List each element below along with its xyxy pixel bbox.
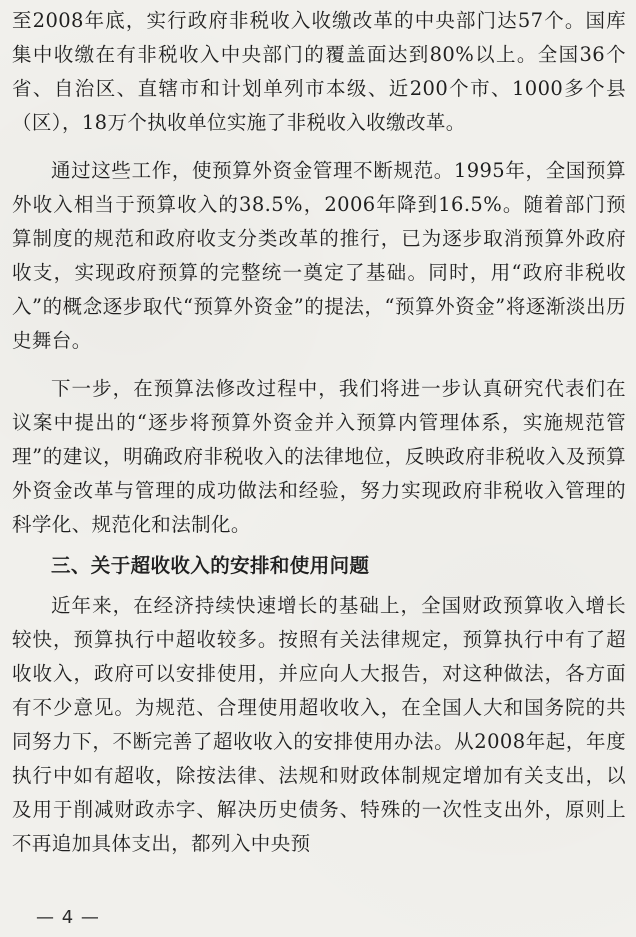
paragraph-reform-coverage: 至2008年底，实行政府非税收入收缴改革的中央部门达57个。国库集中收缴在有非税收入中央部门的覆盖面达到80%以上。全国36个省、自治区、直辖市和计划单列市本级、近200个市、1000多个县（区），18万个执收单位实施了非税收入收缴改革。 <box>12 9 626 134</box>
paragraph-extra-budget-management: 通过这些工作，使预算外资金管理不断规范。1995年，全国预算外收入相当于预算收入的38.5%，2006年降到16.5%。随着部门预算制度的规范和政府收支分类改革的推行，已为逐步取消预算外政府收支，实现政府预算的完整统一奠定了基础。同时，用“政府非税收入”的概念逐步取代“预算外资金”的提法，“预算外资金”将逐渐淡出历史舞台。 <box>12 159 626 352</box>
paragraph-excess-revenue: 近年来，在经济持续快速增长的基础上，全国财政预算收入增长较快，预算执行中超收较多。按照有关法律规定，预算执行中有了超收收入，政府可以安排使用，并应向人大报告，对这种做法，各方面有不少意见。为规范、合理使用超收收入，在全国人大和国务院的共同努力下，不断完善了超收收入的安排使用办法。从2008年起，年度执行中如有超收，除按法律、法规和财政体制规定增加有关支出，以及用于削减财政赤字、解决历史债务、特殊的一次性支出外，原则上不再追加具体支出，都列入中央预 <box>12 594 626 855</box>
paragraph-next-step: 下一步，在预算法修改过程中，我们将进一步认真研究代表们在议案中提出的“逐步将预算外资金并入预算内管理体系，实施规范管理”的建议，明确政府非税收入的法律地位，反映政府非税收入及预算外资金改革与管理的成功做法和经验，努力实现政府非税收入管理的科学化、规范化和法制化。 <box>12 377 626 536</box>
page-number: — 4 — <box>36 907 100 928</box>
section-heading: 三、关于超收收入的安排和使用问题 <box>51 554 370 577</box>
